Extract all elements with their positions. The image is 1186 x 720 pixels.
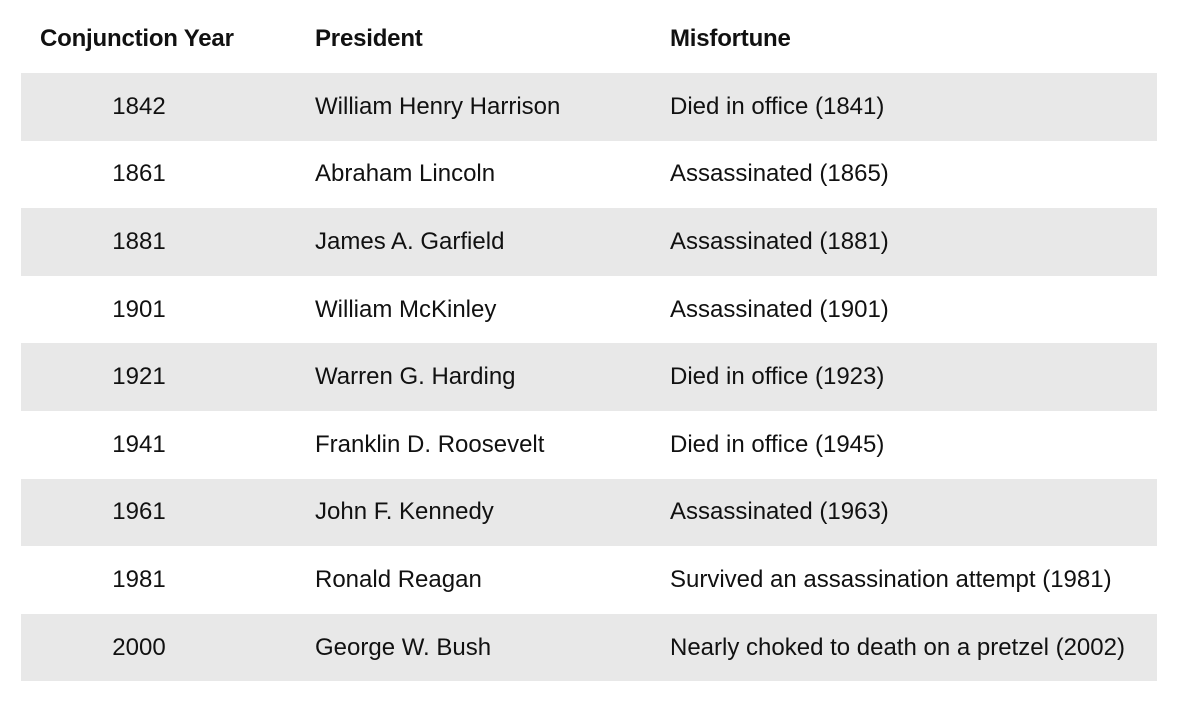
presidents-table (21, 6, 1157, 681)
table-row (21, 614, 1157, 682)
misfortune-cell: Assassinated (1963) (670, 498, 889, 526)
misfortune-cell: Died in office (1945) (670, 430, 885, 458)
table-row (21, 141, 1157, 209)
year-cell: 1861 (112, 160, 166, 188)
president-cell: George W. Bush (315, 633, 492, 661)
year-cell: 1881 (112, 227, 166, 255)
president-cell: James A. Garfield (315, 227, 505, 255)
year-cell: 1921 (112, 363, 166, 391)
misfortune-cell: Died in office (1923) (670, 363, 885, 391)
table-row (21, 343, 1157, 411)
header-president: President (315, 25, 423, 52)
header-conjunction-year: Conjunction Year (40, 25, 234, 52)
table-row (21, 73, 1157, 141)
table-row (21, 208, 1157, 276)
misfortune-cell: Survived an assassination attempt (1981) (670, 565, 1112, 593)
misfortune-cell: Died in office (1841) (670, 92, 885, 120)
president-cell: Ronald Reagan (315, 565, 482, 593)
misfortune-cell: Assassinated (1865) (670, 160, 889, 188)
president-cell: Warren G. Harding (315, 363, 516, 391)
year-cell: 1981 (112, 565, 166, 593)
president-cell: Franklin D. Roosevelt (315, 430, 545, 458)
misfortune-cell: Assassinated (1881) (670, 227, 889, 255)
president-cell: Abraham Lincoln (315, 160, 496, 188)
table-row (21, 546, 1157, 614)
year-cell: 2000 (112, 633, 166, 661)
year-cell: 1901 (112, 295, 166, 323)
president-cell: John F. Kennedy (315, 498, 494, 526)
year-cell: 1961 (112, 498, 166, 526)
table-header (21, 6, 1157, 73)
header-misfortune: Misfortune (670, 25, 791, 52)
table-row (21, 276, 1157, 344)
table-row (21, 411, 1157, 479)
misfortune-cell: Nearly choked to death on a pretzel (2002) (670, 633, 1125, 661)
year-cell: 1842 (112, 92, 166, 120)
president-cell: William McKinley (315, 295, 497, 323)
president-cell: William Henry Harrison (315, 92, 561, 120)
year-cell: 1941 (112, 430, 166, 458)
table-row (21, 479, 1157, 547)
misfortune-cell: Assassinated (1901) (670, 295, 889, 323)
